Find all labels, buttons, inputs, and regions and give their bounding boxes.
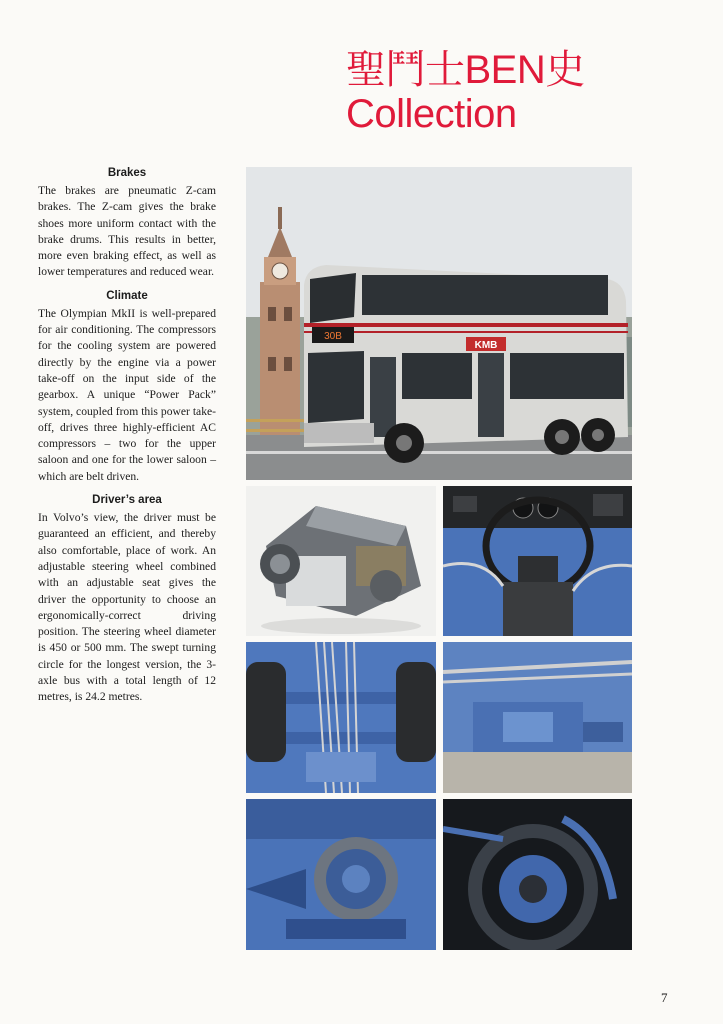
wheel-hub-photo xyxy=(246,799,436,950)
watermark-line-1: 聖鬥士BEN史 xyxy=(346,48,585,92)
chassis-axle-photo xyxy=(246,642,436,793)
watermark-line-2: Collection xyxy=(346,92,517,136)
chassis-frame-photo xyxy=(443,642,632,793)
page-number: 7 xyxy=(661,990,668,1005)
dashboard-photo xyxy=(443,486,632,636)
text-column xyxy=(38,166,216,714)
section-heading-climate: Climate xyxy=(106,289,148,302)
section-body-climate: The Olympian MkII is well-prepared for air conditioning. The compressors for the cooling system are powered directly by the engine via a power take-off on the input side of the gearbox. A unique “Power Pack” system, coupled from this power take-off, drives three highly-efficient AC compressors – two for the upper saloon and one for the lower saloon – which are belt driven. xyxy=(38,306,216,483)
section-body-brakes: The brakes are pneumatic Z-cam brakes. The Z-cam gives the brake shoes more uniform contact with the brake drums. This results in better, more even braking effect, as well as lower temperatures and reduced wear. xyxy=(38,184,216,279)
section-heading-brakes: Brakes xyxy=(107,167,147,179)
bus-route-number: 30B xyxy=(324,331,342,342)
watermark-text xyxy=(346,48,646,136)
section-heading-drivers-area: Driver’s area xyxy=(92,494,162,507)
bus-fleet-logo: KMB xyxy=(474,340,498,351)
section-body-drivers-area: In Volvo’s view, the driver must be guaranteed an efficient, and thereby also comfortable, place of work. An adjustable steering wheel combined with an adjustable seat gives the driver the opportunity to choose an ergonomically-correct driving position. The steering wheel diameter is 450 or 500 mm. The swept turning circle for the longest version, the 3-axle bus with a total length of 12 metres, is 24.2 metres. xyxy=(38,511,216,704)
bus-photo xyxy=(246,167,632,480)
suspension-photo xyxy=(443,799,632,950)
gearbox-photo xyxy=(246,486,436,636)
